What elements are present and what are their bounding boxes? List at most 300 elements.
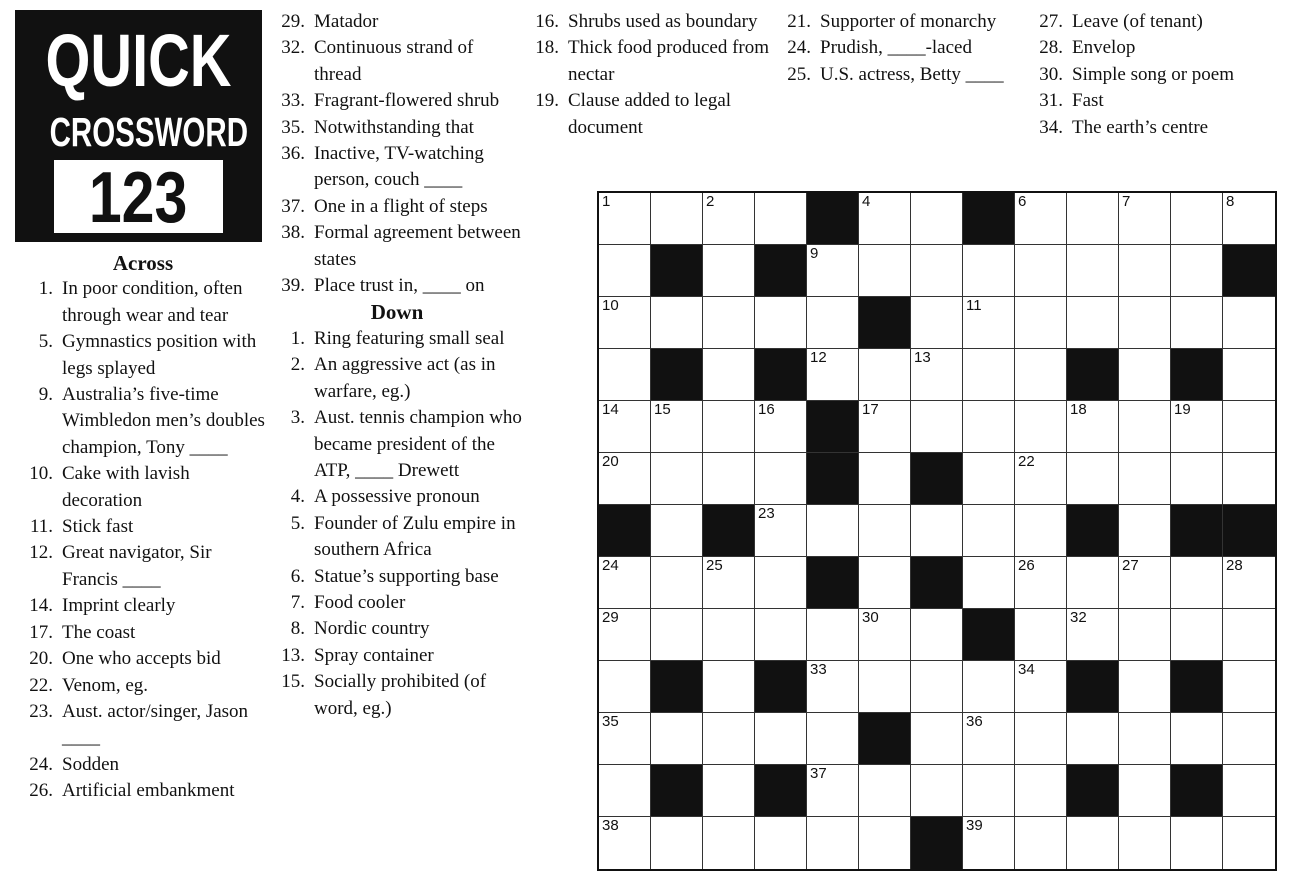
clue-text: U.S. actress, Betty ____ (820, 63, 1004, 85)
grid-cell[interactable] (703, 817, 755, 869)
cell-number: 23 (758, 505, 775, 522)
grid-block (755, 245, 807, 297)
clue-number: 30. (1039, 63, 1063, 85)
grid-cell[interactable] (703, 557, 755, 609)
grid-cell[interactable] (599, 609, 651, 661)
clue-text: Place trust in, ____ on (314, 275, 485, 297)
clue-column-1 (18, 250, 268, 805)
clue-item (18, 673, 268, 699)
clue-item (18, 329, 268, 382)
grid-cell[interactable] (651, 609, 703, 661)
grid-cell[interactable] (1119, 817, 1171, 869)
grid-cell[interactable] (807, 817, 859, 869)
clue-number: 37. (281, 195, 305, 217)
grid-cell[interactable] (1119, 765, 1171, 817)
clue-number: 17. (29, 621, 53, 643)
clue-number: 1. (38, 278, 53, 300)
grid-cell[interactable] (651, 505, 703, 557)
clue-text: Venom, eg. (62, 674, 149, 696)
across-heading: Across (112, 251, 174, 275)
clue-text: Clause added to legal document (568, 90, 732, 138)
grid-cell[interactable] (1223, 817, 1275, 869)
grid-cell[interactable] (859, 453, 911, 505)
grid-cell[interactable] (703, 713, 755, 765)
logo-puzzle-number: 123 (54, 160, 223, 233)
logo-line-quick: QUICK (45, 19, 232, 102)
clue-item (18, 276, 268, 329)
grid-block (1171, 661, 1223, 713)
grid-cell[interactable] (1119, 245, 1171, 297)
cell-number: 8 (1226, 193, 1235, 210)
grid-cell[interactable] (1171, 401, 1223, 453)
clue-number: 21. (787, 11, 811, 32)
clue-number: 13. (281, 644, 305, 666)
grid-cell[interactable] (807, 609, 859, 661)
grid-cell[interactable] (651, 193, 703, 245)
clue-text: Sodden (62, 753, 119, 775)
cell-number: 30 (862, 609, 879, 626)
clue-item (1031, 115, 1291, 141)
grid-cell[interactable] (703, 245, 755, 297)
grid-cell[interactable] (807, 713, 859, 765)
cell-number: 4 (862, 193, 871, 210)
grid-cell[interactable] (1223, 453, 1275, 505)
grid-cell[interactable] (963, 245, 1015, 297)
clue-item (1031, 35, 1291, 61)
grid-cell[interactable] (703, 193, 755, 245)
grid-cell[interactable] (703, 765, 755, 817)
grid-cell[interactable] (1223, 401, 1275, 453)
clue-number: 19. (535, 90, 559, 112)
cell-number: 33 (810, 661, 827, 678)
clue-item (18, 699, 268, 752)
clue-item (272, 352, 522, 405)
grid-cell[interactable] (807, 505, 859, 557)
clue-item (272, 669, 522, 722)
grid-cell[interactable] (755, 505, 807, 557)
grid-cell[interactable] (1067, 453, 1119, 505)
grid-cell[interactable] (1223, 713, 1275, 765)
down-clue-list-continued (779, 9, 1009, 88)
grid-cell[interactable] (1067, 297, 1119, 349)
clue-column-3 (524, 9, 779, 141)
grid-cell[interactable] (1067, 401, 1119, 453)
clue-number: 5. (38, 331, 53, 353)
cell-number: 17 (862, 401, 879, 418)
grid-cell[interactable] (755, 453, 807, 505)
grid-cell[interactable] (599, 557, 651, 609)
grid-block (1067, 661, 1119, 713)
grid-cell[interactable] (1119, 349, 1171, 401)
grid-block (963, 193, 1015, 245)
grid-cell[interactable] (963, 505, 1015, 557)
grid-cell[interactable] (599, 713, 651, 765)
cell-number: 15 (654, 401, 671, 418)
clue-number: 6. (290, 565, 305, 587)
clue-text: The earth’s centre (1072, 116, 1209, 138)
clue-number: 1. (290, 327, 305, 349)
grid-cell[interactable] (859, 505, 911, 557)
clue-item (779, 9, 1009, 35)
grid-cell[interactable] (599, 193, 651, 245)
clue-text: Great navigator, Sir Francis ____ (62, 542, 212, 590)
grid-cell[interactable] (755, 557, 807, 609)
clue-text: An aggressive act (as in warfare, eg.) (314, 354, 496, 402)
grid-block (1067, 349, 1119, 401)
clue-item (18, 646, 268, 672)
grid-cell[interactable] (1067, 713, 1119, 765)
grid-cell[interactable] (911, 765, 963, 817)
cell-number: 24 (602, 557, 619, 574)
grid-cell[interactable] (1223, 609, 1275, 661)
clue-number: 20. (29, 648, 53, 670)
grid-cell[interactable] (859, 401, 911, 453)
grid-cell[interactable] (1119, 401, 1171, 453)
clue-number: 24. (29, 753, 53, 775)
clue-item (272, 194, 522, 220)
grid-cell[interactable] (755, 609, 807, 661)
grid-cell[interactable] (1119, 453, 1171, 505)
grid-cell[interactable] (1015, 297, 1067, 349)
grid-cell[interactable] (807, 297, 859, 349)
grid-block (911, 817, 963, 869)
cell-number: 1 (602, 193, 611, 210)
clue-text: Artificial embankment (62, 780, 235, 802)
grid-cell[interactable] (599, 661, 651, 713)
clue-text: Socially prohibited (of word, eg.) (314, 671, 487, 719)
clue-number: 12. (29, 542, 53, 564)
across-clue-list (18, 276, 268, 804)
grid-cell[interactable] (755, 817, 807, 869)
grid-cell[interactable] (1015, 661, 1067, 713)
clue-number: 27. (1039, 11, 1063, 32)
grid-cell[interactable] (1015, 401, 1067, 453)
clue-item (18, 461, 268, 514)
cell-number: 9 (810, 245, 819, 262)
grid-cell[interactable] (859, 817, 911, 869)
grid-block (599, 505, 651, 557)
grid-cell[interactable] (1223, 765, 1275, 817)
grid-cell[interactable] (651, 817, 703, 869)
grid-cell[interactable] (963, 661, 1015, 713)
grid-cell[interactable] (1171, 245, 1223, 297)
grid-cell[interactable] (1223, 193, 1275, 245)
grid-block (703, 505, 755, 557)
grid-cell[interactable] (1015, 765, 1067, 817)
clue-item (272, 326, 522, 352)
grid-cell[interactable] (755, 193, 807, 245)
clue-text: In poor condition, often through wear and tear (62, 278, 243, 326)
clue-item (272, 405, 522, 484)
grid-block (807, 453, 859, 505)
grid-cell[interactable] (963, 817, 1015, 869)
clue-text: Nordic country (314, 618, 430, 640)
clue-number: 10. (29, 463, 53, 485)
clue-number: 25. (787, 63, 811, 85)
clue-item (272, 220, 522, 273)
clue-text: Ring featuring small seal (314, 327, 505, 349)
grid-cell[interactable] (599, 245, 651, 297)
grid-cell[interactable] (1171, 297, 1223, 349)
grid-cell[interactable] (755, 401, 807, 453)
grid-cell[interactable] (1067, 609, 1119, 661)
crossword-grid (597, 191, 1277, 871)
clue-number: 38. (281, 222, 305, 244)
clue-number: 34. (1039, 116, 1063, 138)
cell-number: 25 (706, 557, 723, 574)
clue-text: A possessive pronoun (314, 486, 480, 508)
grid-cell[interactable] (1223, 557, 1275, 609)
grid-cell[interactable] (1015, 245, 1067, 297)
clue-number: 4. (290, 486, 305, 508)
grid-block (1067, 765, 1119, 817)
grid-cell[interactable] (1119, 713, 1171, 765)
grid-cell[interactable] (859, 193, 911, 245)
grid-cell[interactable] (859, 609, 911, 661)
grid-cell[interactable] (1015, 817, 1067, 869)
clue-text: Gymnastics position with legs splayed (62, 331, 257, 379)
grid-cell[interactable] (1067, 557, 1119, 609)
grid-cell[interactable] (807, 765, 859, 817)
grid-cell[interactable] (1223, 349, 1275, 401)
grid-cell[interactable] (703, 453, 755, 505)
clue-text: Envelop (1072, 37, 1136, 59)
cell-number: 34 (1018, 661, 1035, 678)
grid-cell[interactable] (859, 245, 911, 297)
clue-text: One in a flight of steps (314, 195, 488, 217)
grid-cell[interactable] (1067, 193, 1119, 245)
clue-item (524, 9, 779, 35)
grid-cell[interactable] (1171, 453, 1223, 505)
grid-cell[interactable] (703, 661, 755, 713)
grid-cell[interactable] (1223, 297, 1275, 349)
grid-cell[interactable] (807, 245, 859, 297)
cell-number: 11 (966, 297, 982, 314)
grid-cell[interactable] (911, 713, 963, 765)
grid-cell[interactable] (911, 349, 963, 401)
grid-block (807, 557, 859, 609)
grid-cell[interactable] (1119, 557, 1171, 609)
clue-text: Fast (1072, 90, 1104, 112)
clue-number: 14. (29, 595, 53, 617)
grid-cell[interactable] (859, 349, 911, 401)
clue-number: 22. (29, 674, 53, 696)
clue-text: Inactive, TV-watching person, couch ____ (314, 143, 484, 191)
cell-number: 39 (966, 817, 983, 834)
grid-block (1223, 505, 1275, 557)
clue-item (18, 514, 268, 540)
down-clue-list-continued (1031, 9, 1291, 141)
grid-cell[interactable] (599, 765, 651, 817)
grid-cell[interactable] (911, 661, 963, 713)
grid-cell[interactable] (755, 713, 807, 765)
grid-cell[interactable] (755, 297, 807, 349)
grid-cell[interactable] (963, 453, 1015, 505)
grid-cell[interactable] (703, 609, 755, 661)
cell-number: 37 (810, 765, 827, 782)
clue-item (272, 141, 522, 194)
cell-number: 18 (1070, 401, 1087, 418)
grid-cell[interactable] (1171, 817, 1223, 869)
grid-cell[interactable] (703, 349, 755, 401)
clue-item (1031, 88, 1291, 114)
grid-block (1171, 765, 1223, 817)
clue-item (272, 590, 522, 616)
cell-number: 16 (758, 401, 775, 418)
cell-number: 13 (914, 349, 931, 366)
clue-text: Continuous strand of thread (314, 37, 474, 85)
grid-cell[interactable] (1015, 349, 1067, 401)
grid-cell[interactable] (599, 401, 651, 453)
clue-text: Leave (of tenant) (1072, 11, 1203, 32)
grid-cell[interactable] (807, 349, 859, 401)
grid-cell[interactable] (1171, 557, 1223, 609)
grid-cell[interactable] (599, 349, 651, 401)
clue-number: 28. (1039, 37, 1063, 59)
clue-number: 23. (29, 700, 53, 722)
grid-cell[interactable] (911, 401, 963, 453)
clue-item (272, 484, 522, 510)
down-clue-list-continued (524, 9, 779, 141)
clue-item (272, 88, 522, 114)
clue-text: Food cooler (314, 591, 406, 613)
clue-number: 9. (38, 384, 53, 406)
grid-cell[interactable] (1015, 557, 1067, 609)
clue-item (272, 115, 522, 141)
clue-item (272, 35, 522, 88)
clue-text: Spray container (314, 644, 434, 666)
clue-number: 2. (290, 354, 305, 376)
grid-cell[interactable] (1015, 505, 1067, 557)
grid-block (859, 713, 911, 765)
cell-number: 38 (602, 817, 619, 834)
clue-column-2 (272, 9, 522, 722)
cell-number: 32 (1070, 609, 1087, 626)
clue-item (524, 35, 779, 88)
cell-number: 26 (1018, 557, 1035, 574)
logo-line-crossword: CROSSWORD (49, 109, 249, 155)
grid-cell[interactable] (703, 401, 755, 453)
grid-cell[interactable] (651, 297, 703, 349)
clue-text: Australia’s five-time Wimbledon men’s doubles champion, Tony ____ (62, 384, 265, 458)
grid-cell[interactable] (963, 401, 1015, 453)
grid-block (755, 661, 807, 713)
grid-cell[interactable] (859, 557, 911, 609)
cell-number: 22 (1018, 453, 1035, 470)
grid-block (651, 245, 703, 297)
grid-cell[interactable] (1119, 661, 1171, 713)
grid-cell[interactable] (807, 661, 859, 713)
clue-text: Aust. actor/singer, Jason ____ (62, 700, 249, 749)
grid-cell[interactable] (911, 505, 963, 557)
grid-block (911, 557, 963, 609)
grid-cell[interactable] (963, 557, 1015, 609)
grid-cell[interactable] (1119, 505, 1171, 557)
clue-item (779, 35, 1009, 61)
cell-number: 19 (1174, 401, 1191, 418)
grid-block (651, 661, 703, 713)
clue-text: Shrubs used as boundary (568, 11, 758, 32)
grid-block (1067, 505, 1119, 557)
clue-number: 16. (535, 11, 559, 32)
grid-cell[interactable] (859, 661, 911, 713)
across-clue-list-continued (272, 9, 522, 299)
grid-cell[interactable] (651, 453, 703, 505)
crossword-logo (15, 10, 262, 242)
grid-cell[interactable] (599, 297, 651, 349)
grid-cell[interactable] (599, 817, 651, 869)
clue-text: Notwithstanding that (314, 116, 474, 138)
grid-cell[interactable] (1223, 661, 1275, 713)
grid-cell[interactable] (963, 349, 1015, 401)
down-heading: Down (370, 300, 424, 325)
clue-item (18, 620, 268, 646)
clue-number: 3. (290, 407, 305, 429)
cell-number: 12 (810, 349, 827, 366)
grid-cell[interactable] (599, 453, 651, 505)
grid-cell[interactable] (1119, 193, 1171, 245)
clue-text: Simple song or poem (1072, 63, 1235, 85)
grid-cell[interactable] (963, 765, 1015, 817)
grid-cell[interactable] (651, 557, 703, 609)
grid-block (755, 765, 807, 817)
grid-cell[interactable] (703, 297, 755, 349)
clue-text: Aust. tennis champion who became president of the ATP, ____ Drewett (314, 407, 522, 481)
clue-item (779, 62, 1009, 88)
clue-text: Prudish, ____-laced (820, 37, 972, 59)
grid-cell[interactable] (1015, 453, 1067, 505)
clue-number: 26. (29, 780, 53, 802)
grid-cell[interactable] (1119, 297, 1171, 349)
cell-number: 14 (602, 401, 619, 418)
clue-text: Matador (314, 11, 379, 32)
clue-item (18, 778, 268, 804)
grid-cell[interactable] (651, 713, 703, 765)
grid-cell[interactable] (1119, 609, 1171, 661)
cell-number: 10 (602, 297, 619, 314)
grid-cell[interactable] (651, 401, 703, 453)
grid-cell[interactable] (1015, 713, 1067, 765)
clue-number: 31. (1039, 90, 1063, 112)
grid-cell[interactable] (911, 609, 963, 661)
grid-block (807, 193, 859, 245)
grid-cell[interactable] (1171, 609, 1223, 661)
clue-number: 5. (290, 512, 305, 534)
clue-text: The coast (62, 621, 136, 643)
clue-text: Founder of Zulu empire in southern Africa (314, 512, 516, 561)
clue-item (18, 382, 268, 461)
grid-cell[interactable] (911, 193, 963, 245)
grid-cell[interactable] (859, 765, 911, 817)
clue-number: 33. (281, 90, 305, 112)
clue-number: 18. (535, 37, 559, 59)
clue-number: 36. (281, 143, 305, 165)
grid-cell[interactable] (963, 713, 1015, 765)
grid-cell[interactable] (1171, 193, 1223, 245)
grid-cell[interactable] (1015, 609, 1067, 661)
clue-text: Formal agreement between states (314, 222, 521, 270)
grid-cell[interactable] (963, 297, 1015, 349)
clue-item (272, 616, 522, 642)
grid-block (911, 453, 963, 505)
grid-cell[interactable] (1067, 817, 1119, 869)
grid-cell[interactable] (1067, 245, 1119, 297)
grid-block (1171, 349, 1223, 401)
grid-cell[interactable] (1171, 713, 1223, 765)
grid-cell[interactable] (911, 245, 963, 297)
grid-cell[interactable] (911, 297, 963, 349)
grid-cell[interactable] (1015, 193, 1067, 245)
